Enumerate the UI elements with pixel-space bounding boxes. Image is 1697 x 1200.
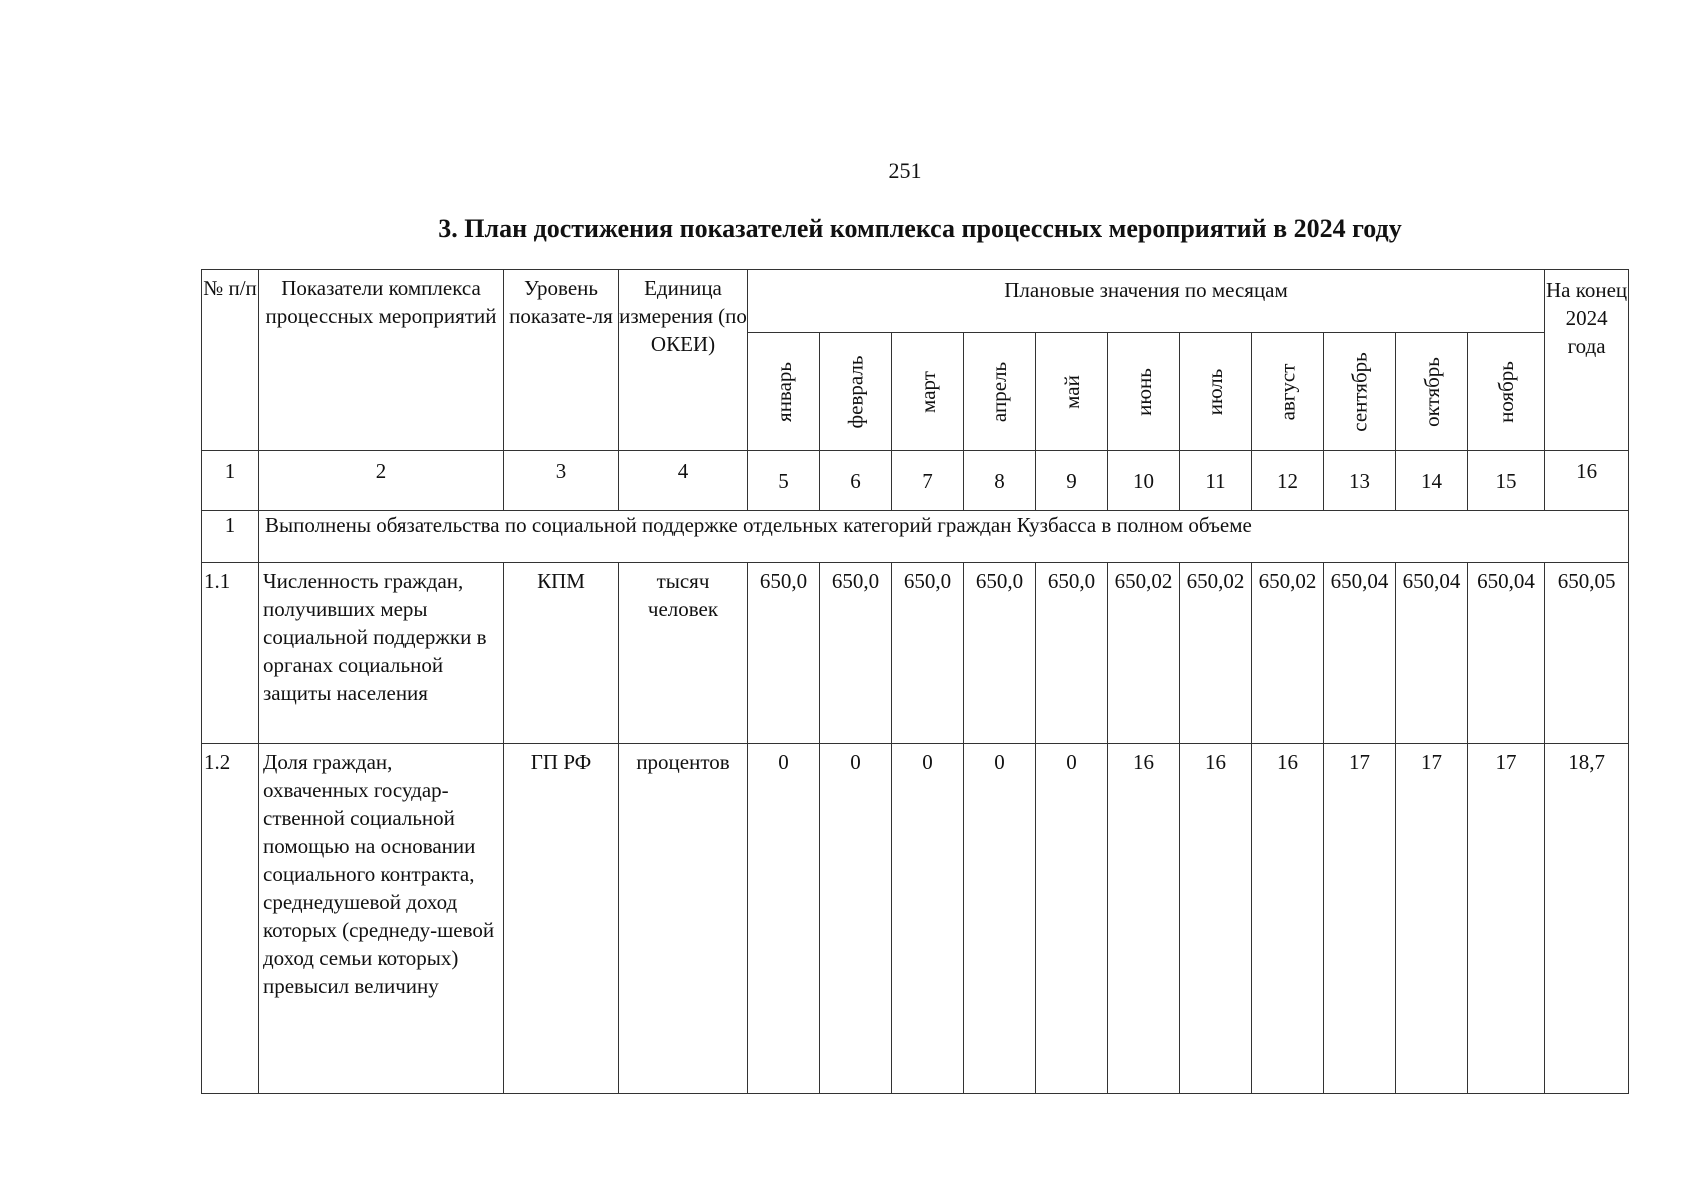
row-num: 1.1: [202, 563, 259, 744]
month-value: 0: [964, 744, 1036, 1094]
month-value: 650,02: [1180, 563, 1252, 744]
column-number: 6: [820, 451, 892, 511]
row-indicator-name: Доля граждан, охваченных государ-ственной социальной помощью на основании социального контракта, среднедушевой доход которых (среднеду-шевой доход семьи которых) превысил величину: [259, 744, 504, 1094]
column-number: 2: [259, 451, 504, 511]
month-header: апрель: [964, 333, 1036, 451]
section-title: Выполнены обязательства по социальной поддержке отдельных категорий граждан Кузбасса в полном объеме: [259, 511, 1629, 563]
end-value: 650,05: [1545, 563, 1629, 744]
header-unit: Единица измерения (по ОКЕИ): [619, 270, 748, 451]
row-unit: процентов: [619, 744, 748, 1094]
month-value: 0: [748, 744, 820, 1094]
month-value: 17: [1396, 744, 1468, 1094]
month-value: 650,0: [1036, 563, 1108, 744]
column-number: 7: [892, 451, 964, 511]
month-value: 650,04: [1468, 563, 1545, 744]
header-end: На конец 2024 года: [1545, 270, 1629, 451]
end-value: 18,7: [1545, 744, 1629, 1094]
month-header: июль: [1180, 333, 1252, 451]
month-header: сентябрь: [1324, 333, 1396, 451]
month-header: август: [1252, 333, 1324, 451]
column-number: 12: [1252, 451, 1324, 511]
row-level: ГП РФ: [504, 744, 619, 1094]
document-title: 3. План достижения показателей комплекса процессных мероприятий в 2024 году: [438, 214, 1402, 243]
column-number: 14: [1396, 451, 1468, 511]
header-row: [202, 270, 1629, 333]
month-header: октябрь: [1396, 333, 1468, 451]
header-level: Уровень показате-ля: [504, 270, 619, 451]
column-number: 15: [1468, 451, 1545, 511]
plan-table: [201, 269, 1629, 1094]
table-row: [202, 563, 1629, 744]
column-number: 8: [964, 451, 1036, 511]
month-value: 650,02: [1108, 563, 1180, 744]
row-level: КПМ: [504, 563, 619, 744]
row-unit: тысяч человек: [619, 563, 748, 744]
month-value: 0: [820, 744, 892, 1094]
month-header: май: [1036, 333, 1108, 451]
month-value: 650,0: [892, 563, 964, 744]
section-row: [202, 511, 1629, 563]
section-num: 1: [202, 511, 259, 563]
month-value: 16: [1252, 744, 1324, 1094]
column-number: 1: [202, 451, 259, 511]
month-value: 17: [1324, 744, 1396, 1094]
header-plan: Плановые значения по месяцам: [748, 270, 1545, 333]
column-number: 10: [1108, 451, 1180, 511]
column-number: 16: [1545, 451, 1629, 511]
month-value: 650,02: [1252, 563, 1324, 744]
month-value: 16: [1180, 744, 1252, 1094]
month-header: ноябрь: [1468, 333, 1545, 451]
table-row: [202, 744, 1629, 1094]
month-value: 650,04: [1396, 563, 1468, 744]
page-number: 251: [888, 158, 922, 183]
month-header: июнь: [1108, 333, 1180, 451]
column-number: 9: [1036, 451, 1108, 511]
month-header: январь: [748, 333, 820, 451]
row-indicator-name: Численность граждан, получивших меры социальной поддержки в органах социальной защиты населения: [259, 563, 504, 744]
month-header: февраль: [820, 333, 892, 451]
month-value: 650,0: [964, 563, 1036, 744]
month-value: 650,0: [748, 563, 820, 744]
header-num: № п/п: [202, 270, 259, 451]
month-value: 0: [892, 744, 964, 1094]
month-value: 0: [1036, 744, 1108, 1094]
column-number-row: [202, 451, 1629, 511]
header-indicator: Показатели комплекса процессных мероприятий: [259, 270, 504, 451]
column-number: 11: [1180, 451, 1252, 511]
month-value: 16: [1108, 744, 1180, 1094]
month-value: 650,04: [1324, 563, 1396, 744]
month-value: 17: [1468, 744, 1545, 1094]
month-header: март: [892, 333, 964, 451]
month-value: 650,0: [820, 563, 892, 744]
column-number: 5: [748, 451, 820, 511]
column-number: 4: [619, 451, 748, 511]
row-num: 1.2: [202, 744, 259, 1094]
column-number: 13: [1324, 451, 1396, 511]
column-number: 3: [504, 451, 619, 511]
